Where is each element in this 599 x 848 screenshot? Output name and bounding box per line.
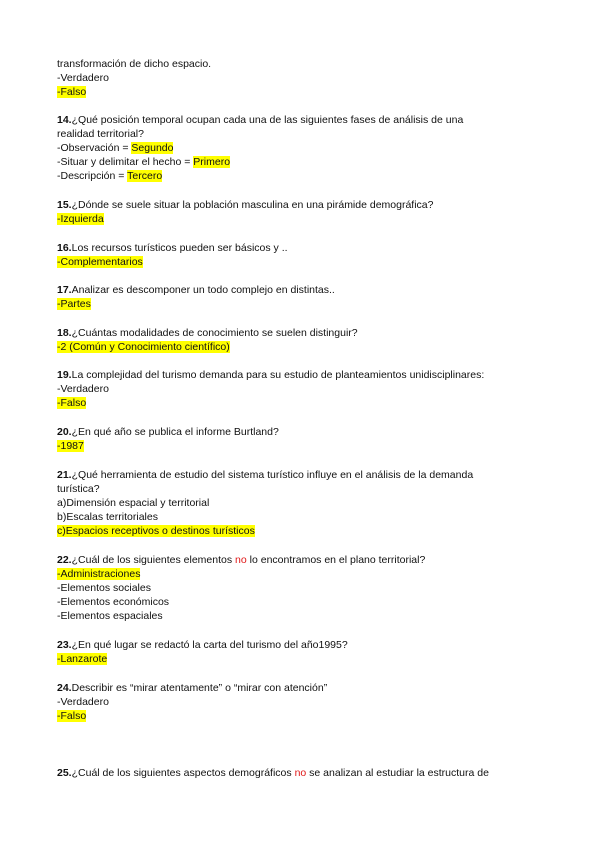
question-text: ¿En qué lugar se redactó la carta del turismo del año1995? — [71, 639, 348, 651]
answer-line — [57, 256, 143, 269]
question-number: 21. — [57, 469, 72, 481]
question-18 — [57, 327, 358, 340]
question-text: ¿Cuál de los siguientes aspectos demográficos — [71, 767, 295, 779]
answer-line — [57, 710, 86, 723]
answer-highlight: -Lanzarote — [57, 653, 108, 665]
question-14 — [57, 114, 463, 127]
answer-highlight: -Izquierda — [57, 213, 104, 225]
answer-highlight: c)Espacios receptivos o destinos turísticos — [57, 525, 255, 537]
question-text: ¿Qué herramienta de estudio del sistema turístico influye en el análisis de la demanda — [71, 469, 474, 481]
question-text: ¿Cuántas modalidades de conocimiento se suelen distinguir? — [71, 327, 358, 339]
question-text: ¿Dónde se suele situar la población masculina en una pirámide demográfica? — [71, 199, 434, 211]
option-verdadero: -Verdadero — [57, 696, 109, 708]
row-label: -Observación = — [57, 142, 132, 154]
question-number: 17. — [57, 284, 72, 296]
answer-highlight: -1987 — [57, 440, 84, 452]
question-21 — [57, 469, 473, 482]
answer-highlight: -Falso — [57, 710, 87, 722]
option-line: -Elementos sociales — [57, 582, 151, 594]
question-number: 22. — [57, 554, 72, 566]
answer-row — [57, 142, 173, 155]
answer-highlight: Tercero — [127, 170, 163, 182]
answer-highlight: -Falso — [57, 397, 87, 409]
question-23 — [57, 639, 348, 652]
question-text: transformación de dicho espacio. — [57, 58, 212, 70]
question-25 — [57, 767, 489, 780]
question-20 — [57, 426, 279, 439]
negation-word: no — [294, 767, 307, 779]
answer-line — [57, 298, 91, 311]
question-text: La complejidad del turismo demanda para su estudio de planteamientos unidisciplinares: — [71, 369, 485, 381]
question-number: 18. — [57, 327, 72, 339]
option-b: b)Escalas territoriales — [57, 511, 158, 523]
answer-row — [57, 156, 230, 169]
option-line: -Elementos económicos — [57, 596, 170, 608]
answer-line — [57, 440, 84, 453]
question-text: realidad territorial? — [57, 128, 144, 140]
question-text: Los recursos turísticos pueden ser básicos y .. — [71, 242, 288, 254]
question-number: 15. — [57, 199, 72, 211]
question-15 — [57, 199, 434, 212]
option-verdadero: -Verdadero — [57, 72, 109, 84]
answer-highlight: -Falso — [57, 86, 87, 98]
answer-highlight: Primero — [193, 156, 231, 168]
question-19 — [57, 369, 484, 382]
answer-highlight: -Complementarios — [57, 256, 143, 268]
answer-line — [57, 86, 86, 99]
answer-line — [57, 568, 140, 581]
answer-highlight: -Partes — [57, 298, 91, 310]
question-22 — [57, 554, 425, 567]
question-text: Analizar es descomponer un todo complejo en distintas.. — [71, 284, 335, 296]
question-text: ¿Cuál de los siguientes elementos — [71, 554, 236, 566]
answer-highlight: Segundo — [131, 142, 174, 154]
question-24 — [57, 682, 327, 695]
question-number: 19. — [57, 369, 72, 381]
question-16 — [57, 242, 288, 255]
question-17 — [57, 284, 335, 297]
question-text: ¿Qué posición temporal ocupan cada una de las siguientes fases de análisis de una — [71, 114, 464, 126]
option-line: -Elementos espaciales — [57, 610, 163, 622]
answer-line — [57, 213, 104, 226]
answer-line — [57, 525, 255, 538]
question-text: Describir es “mirar atentamente” o “mirar con atención” — [71, 682, 328, 694]
answer-line — [57, 397, 86, 410]
question-text: lo encontramos en el plano territorial? — [246, 554, 426, 566]
question-text: se analizan al estudiar la estructura de — [306, 767, 489, 779]
answer-line — [57, 341, 230, 354]
question-text: ¿En qué año se publica el informe Burtland? — [71, 426, 279, 438]
answer-highlight: -Administraciones — [57, 568, 141, 580]
question-number: 23. — [57, 639, 72, 651]
option-verdadero: -Verdadero — [57, 383, 109, 395]
question-number: 14. — [57, 114, 72, 126]
question-number: 25. — [57, 767, 72, 779]
answer-line — [57, 653, 107, 666]
question-number: 24. — [57, 682, 72, 694]
answer-highlight: -2 (Común y Conocimiento científico) — [57, 341, 230, 353]
row-label: -Situar y delimitar el hecho = — [57, 156, 194, 168]
answer-row — [57, 170, 162, 183]
question-number: 20. — [57, 426, 72, 438]
negation-word: no — [235, 554, 247, 566]
question-text: turística? — [57, 483, 100, 495]
question-number: 16. — [57, 242, 72, 254]
option-a: a)Dimensión espacial y territorial — [57, 497, 210, 509]
row-label: -Descripción = — [57, 170, 128, 182]
